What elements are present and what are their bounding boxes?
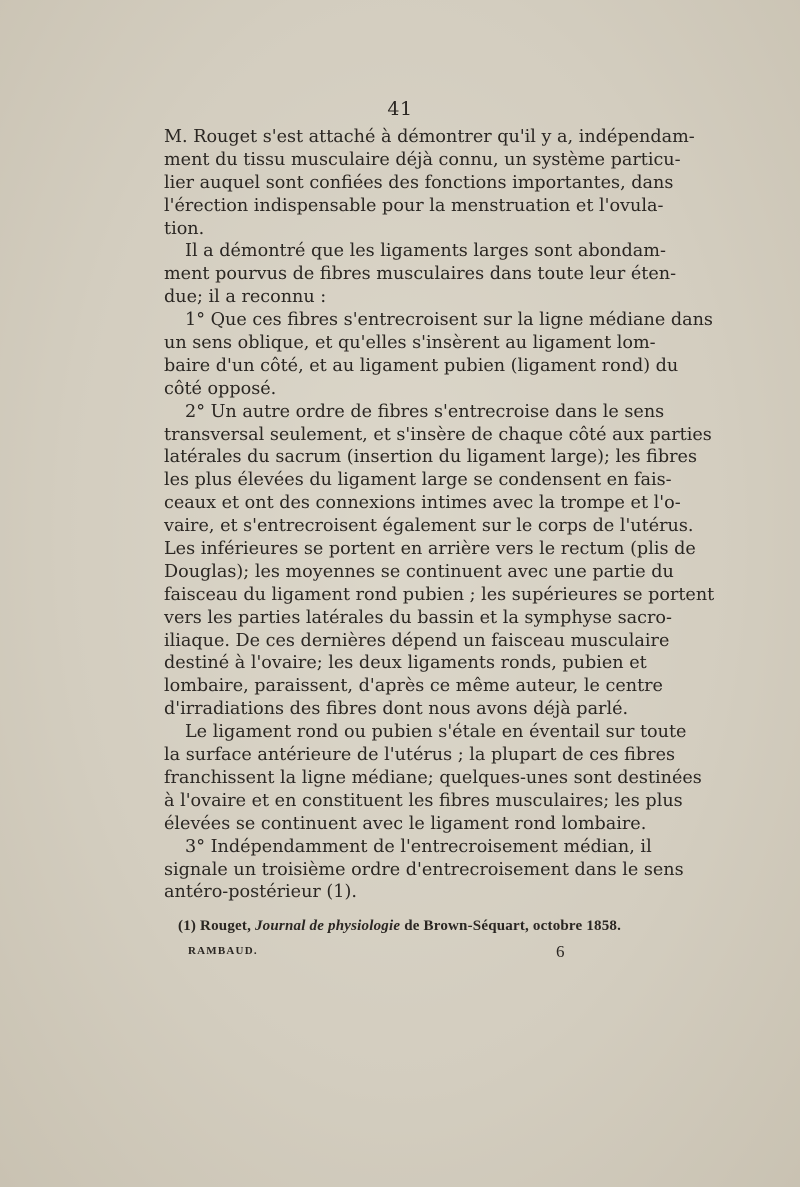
text-line: baire d'un côté, et au ligament pubien (ligament rond) du [164,355,679,376]
text-line: Le ligament rond ou pubien s'étale en éventail sur toute [185,722,687,743]
text-line: antéro-postérieur (1). [164,882,357,903]
paragraph [164,836,684,905]
text-line: ment du tissu musculaire déjà connu, un système particu- [164,149,681,170]
sheet-number: 6 [556,942,565,961]
text-line: d'irradiations des fibres dont nous avons déjà parlé. [164,699,629,720]
paragraph [164,309,713,401]
text-line: la surface antérieure de l'utérus ; la plupart de ces fibres [164,745,676,766]
text-line: latérales du sacrum (insertion du ligament large); les fibres [164,447,697,468]
text-line: destiné à l'ovaire; les deux ligaments ronds, pubien et [164,653,647,674]
footnote-rest: de Brown-Séquart, octobre 1858. [404,918,622,934]
footnote-marker: (1) [178,918,197,934]
paragraph [164,126,695,240]
paragraph [164,401,715,721]
text-line: lier auquel sont confiées des fonctions importantes, dans [164,172,674,193]
footnote-author: Rouget, [200,918,252,934]
text-line: 2° Un autre ordre de fibres s'entrecroise dans le sens [185,401,665,422]
footnote [178,918,622,935]
page-number: 41 [387,98,413,120]
text-line: Il a démontré que les ligaments larges sont abondam- [185,241,666,262]
footnote-journal: Journal de physiologie [254,918,401,934]
text-line: franchissent la ligne médiane; quelques-unes sont destinées [164,767,702,788]
body-text [164,126,715,904]
paragraph [164,240,677,309]
paragraph [164,721,702,835]
text-line: tion. [164,218,205,239]
text-line: vers les parties latérales du bassin et la symphyse sacro- [164,607,672,628]
text-line: Les inférieures se portent en arrière vers le rectum (plis de [164,539,696,560]
text-line: faisceau du ligament rond pubien ; les supérieures se portent [164,584,715,605]
text-line: les plus élevées du ligament large se condensent en fais- [164,470,672,491]
text-line: ment pourvus de fibres musculaires dans toute leur éten- [164,264,677,285]
text-line: iliaque. De ces dernières dépend un faisceau musculaire [164,630,670,651]
text-line: l'érection indispensable pour la menstruation et l'ovula- [164,195,664,216]
text-line: signale un troisième ordre d'entrecroisement dans le sens [164,859,684,880]
text-line: transversal seulement, et s'insère de chaque côté aux parties [164,424,712,445]
text-line: Douglas); les moyennes se continuent avec une partie du [164,561,674,582]
text-line: M. Rouget s'est attaché à démontrer qu'il y a, indépendam- [164,127,695,147]
text-line: côté opposé. [164,378,277,399]
text-line: ceaux et ont des connexions intimes avec la trompe et l'o- [164,493,681,514]
text-line: lombaire, paraissent, d'après ce même auteur, le centre [164,676,663,697]
text-line: à l'ovaire et en constituent les fibres musculaires; les plus [164,790,683,811]
printer-signature: RAMBAUD. [188,945,258,957]
text-line: un sens oblique, et qu'elles s'insèrent au ligament lom- [164,333,656,354]
text-line: 3° Indépendamment de l'entrecroisement médian, il [185,836,652,857]
text-line: élevées se continuent avec le ligament rond lombaire. [164,813,647,834]
text-line: due; il a reconnu : [164,287,327,308]
text-line: 1° Que ces fibres s'entrecroisent sur la ligne médiane dans [185,310,713,331]
text-line: vaire, et s'entrecroisent également sur le corps de l'utérus. [164,516,694,537]
